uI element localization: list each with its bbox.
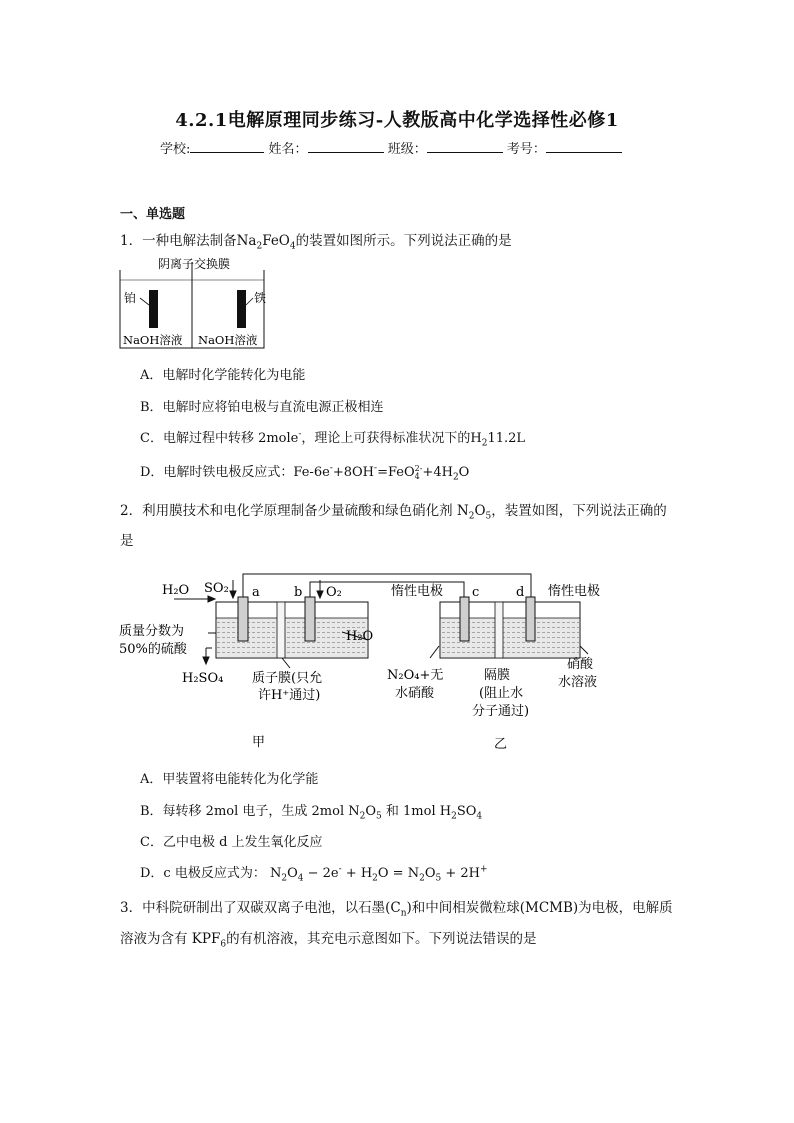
q2-stem-line1: 2．利用膜技术和电化学原理制备少量硫酸和绿色硝化剂 $N_2O_5$，装置如图，下列说法正确的 [120, 503, 667, 522]
q1-option-c[interactable]: C．电解过程中转移 2mole-，理论上可获得标准状况下的$H_211.2L$ [140, 429, 526, 449]
label-n2o4-2: 水硝酸 [395, 686, 435, 701]
label-sep-2: (阻止水 [479, 686, 524, 701]
label-nitric-2: 水溶液 [558, 675, 598, 690]
label-o2: O₂ [326, 585, 342, 600]
electrode-a [238, 597, 248, 641]
q1-right-solution-label: NaOH溶液 [198, 333, 258, 347]
q3-stem-line1: 3．中科院研制出了双碳双离子电池，以石墨$(C_n)$和中间相炭微粒球(MCMB)为电极，电解质 [120, 900, 673, 919]
q1-iron-electrode [237, 290, 246, 328]
q1-electrolysis-figure [118, 252, 278, 352]
label-inert-electrode-1: 惰性电极 [391, 584, 444, 599]
q2-option-a[interactable]: A．甲装置将电能转化为化学能 [140, 772, 319, 787]
separator-membrane [495, 602, 503, 658]
label-d: d [516, 585, 525, 600]
label-proton-1: 质子膜(只允 [252, 671, 323, 686]
cell-jia [216, 597, 368, 658]
student-info-line [160, 138, 622, 157]
electrode-d [526, 597, 535, 641]
school-blank [190, 139, 264, 153]
q3-stem-line2: 溶液为含有 $KPF_6$的有机溶液，其充电示意图如下。下列说法错误的是 [120, 931, 537, 950]
q1-left-electrode-label: 铂 [124, 291, 137, 305]
label-proton-2: 许H⁺通过) [258, 688, 321, 703]
label-acid-2: 50%的硫酸 [119, 642, 187, 657]
label-h2o-right: H₂O [346, 629, 374, 644]
q1-option-b[interactable]: B．电解时应将铂电极与直流电源正极相连 [140, 400, 384, 415]
name-blank [308, 139, 384, 153]
class-label: 班级： [387, 142, 427, 157]
label-a: a [252, 585, 260, 600]
exam-no-label: 考号： [506, 142, 546, 157]
label-b: b [294, 585, 303, 600]
name-label: 姓名： [268, 142, 308, 157]
class-blank [427, 139, 503, 153]
label-h2so4-out: H₂SO₄ [182, 671, 224, 686]
q1-option-a[interactable]: A．电解时化学能转化为电能 [140, 368, 306, 383]
label-inert-electrode-2: 惰性电极 [548, 584, 601, 599]
q2-option-c[interactable]: C．乙中电极 d 上发生氧化反应 [140, 835, 323, 850]
section-heading: 一、单选题 [120, 207, 186, 222]
q1-right-electrode-label: 铁 [254, 291, 267, 305]
proton-membrane [277, 602, 285, 658]
school-label: 学校: [160, 142, 191, 157]
q2-option-d[interactable]: D．c 电极反应式为： $N_2O_4 - 2e^- + H_2O = N_2O_5 + 2H^+$ [140, 864, 488, 884]
q2-stem-line2: 是 [120, 533, 134, 549]
electrode-c [460, 597, 469, 641]
label-nitric-1: 硝酸 [567, 657, 594, 672]
label-c: c [472, 585, 480, 600]
label-yi: 乙 [494, 737, 508, 752]
page-title: 4.2.1电解原理同步练习-人教版高中化学选择性必修1 [175, 110, 619, 131]
label-sep-3: 分子通过) [472, 704, 530, 719]
q2-option-b[interactable]: B．每转移 2mol 电子，生成 2mol $N_2O_5$ 和 1mol $H_2SO_4$ [140, 804, 483, 822]
electrode-b [305, 597, 315, 641]
q1-platinum-electrode [149, 290, 158, 328]
q1-option-d[interactable]: D．电解时铁电极反应式：Fe-6e-+8OH-=FeO 2- 4 $+4H_2O$ [140, 463, 470, 483]
cell-yi [440, 597, 580, 658]
q2-apparatus-figure [112, 570, 632, 760]
exam-no-blank [546, 139, 622, 153]
label-n2o4-1: N₂O₄+无 [387, 668, 444, 683]
connecting-wires [243, 574, 531, 597]
label-so2: SO₂ [204, 581, 229, 596]
q1-stem: 1．一种电解法制备$Na_2FeO_4$的装置如图所示。下列说法正确的是 [120, 233, 512, 252]
label-acid-1: 质量分数为 [119, 624, 185, 639]
q1-membrane-label: 阴离子交换膜 [158, 257, 231, 271]
label-h2o-in: H₂O [162, 583, 190, 598]
label-jia: 甲 [252, 735, 266, 750]
q1-left-solution-label: NaOH溶液 [123, 333, 183, 347]
label-sep-1: 隔膜 [484, 668, 511, 683]
